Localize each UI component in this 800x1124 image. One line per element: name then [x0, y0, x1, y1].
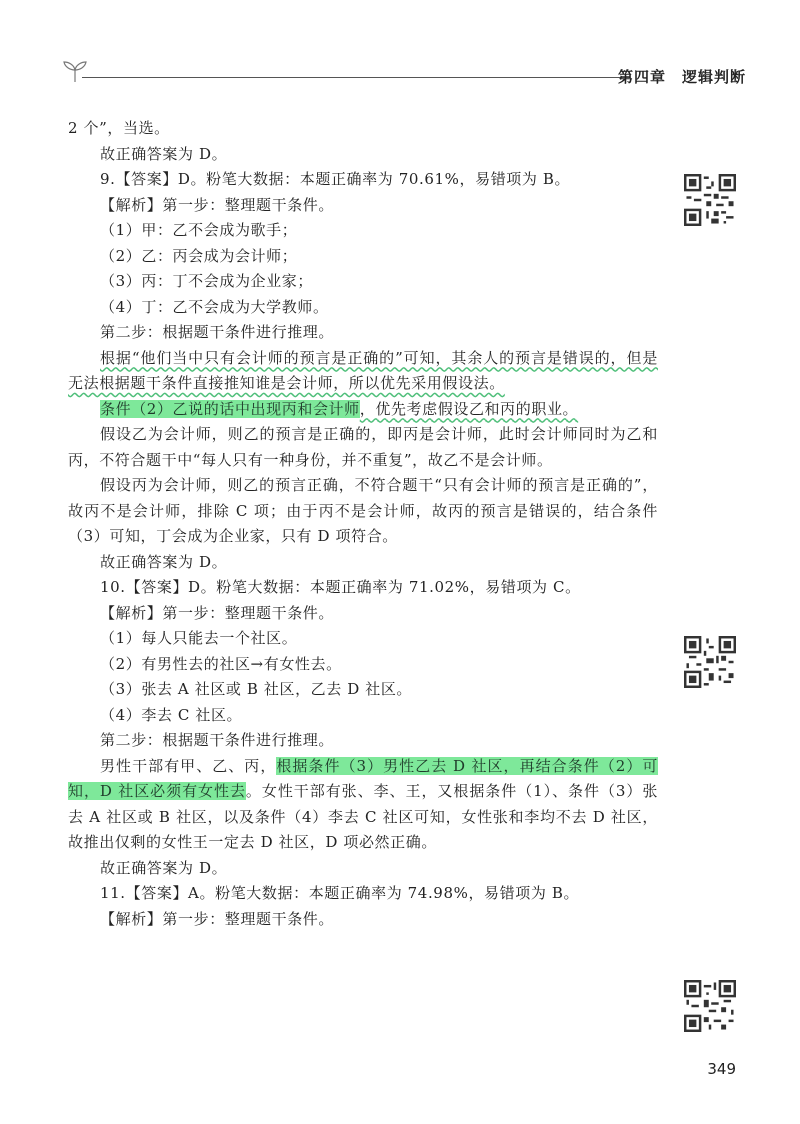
page-body	[68, 116, 658, 932]
text-line: 第二步：根据题干条件进行推理。	[100, 731, 335, 749]
qr-code-icon[interactable]	[684, 636, 736, 688]
text-line: 故正确答案为 D。	[100, 552, 228, 571]
text-line: 故正确答案为 D。	[100, 144, 228, 163]
qr-code-icon[interactable]	[684, 174, 736, 226]
highlighted-text: 条件（2）乙说的话中出现丙和会计师	[100, 399, 360, 418]
sprout-icon	[62, 58, 88, 84]
paragraph	[68, 397, 658, 423]
paragraph: 假设乙为会计师，则乙的预言是正确的，即丙是会计师，此时会计师同时为乙和丙，不符合题干中“每人只有一种身份，并不重复”，故乙不是会计师。	[68, 425, 658, 469]
chapter-title: 第四章 逻辑判断	[617, 68, 746, 86]
paragraph	[68, 346, 658, 397]
condition-line: （4）李去 C 社区。	[100, 705, 243, 724]
page-number: 349	[707, 1060, 736, 1078]
highlighted-text: 根据条件（3）男性乙去 D 社区，再结合条件（2）可知，D 社区必须有女性去	[68, 756, 658, 800]
answer-heading: 11.【答案】A。粉笔大数据：本题正确率为 74.98%，易错项为 B。	[100, 884, 580, 902]
condition-line: （1）甲：乙不会成为歌手；	[100, 221, 298, 239]
text-span: 。女性干部有张、李、王，又根据条件（1）、条件（3）张去 A 社区或 B 社区，以及条件（4）李去 C 社区可知，女性张和李均不去 D 社区，故推出仅剩的女性王一定去 D 社区，D 项必然正确。	[68, 782, 658, 851]
header-rule	[82, 77, 630, 78]
qr-code-icon[interactable]	[684, 980, 736, 1032]
analysis-heading: 【解析】第一步：整理题干条件。	[100, 909, 335, 928]
condition-line: （2）乙：丙会成为会计师；	[100, 246, 298, 265]
condition-line: （3）张去 A 社区或 B 社区，乙去 D 社区。	[100, 680, 413, 698]
condition-line: （3）丙：丁不会成为企业家；	[100, 272, 313, 290]
analysis-heading: 【解析】第一步：整理题干条件。	[100, 195, 335, 214]
page-header	[62, 58, 746, 98]
analysis-heading: 【解析】第一步：整理题干条件。	[100, 603, 335, 622]
answer-heading: 9.【答案】D。粉笔大数据：本题正确率为 70.61%，易错项为 B。	[100, 170, 571, 188]
answer-heading: 10.【答案】D。粉笔大数据：本题正确率为 71.02%，易错项为 C。	[100, 578, 581, 596]
underlined-text: 根据“他们当中只有会计师的预言是正确的”可知，其余人的预言是错误的，但是无法根据题干条件直接推知谁是会计师，所以优先采用假设法。	[68, 348, 658, 392]
condition-line: （4）丁：乙不会成为大学教师。	[100, 297, 329, 316]
text-line: 第二步：根据题干条件进行推理。	[100, 323, 335, 341]
underlined-text: ，优先考虑假设乙和丙的职业。	[359, 399, 579, 418]
condition-line: （1）每人只能去一个社区。	[100, 629, 298, 647]
text-span: 男性干部有甲、乙、丙，	[100, 756, 277, 775]
text-line: 故正确答案为 D。	[100, 858, 228, 877]
paragraph: 假设丙为会计师，则乙的预言正确，不符合题干“只有会计师的预言是正确的”，故丙不是会计师，排除 C 项；由于丙不是会计师，故丙的预言是错误的，结合条件（3）可知，丁会成为企业家，只有 D 项符合。	[68, 476, 658, 545]
condition-line: （2）有男性去的社区→有女性去。	[100, 654, 342, 673]
paragraph	[68, 754, 658, 856]
text-line: 2 个”，当选。	[68, 119, 170, 137]
